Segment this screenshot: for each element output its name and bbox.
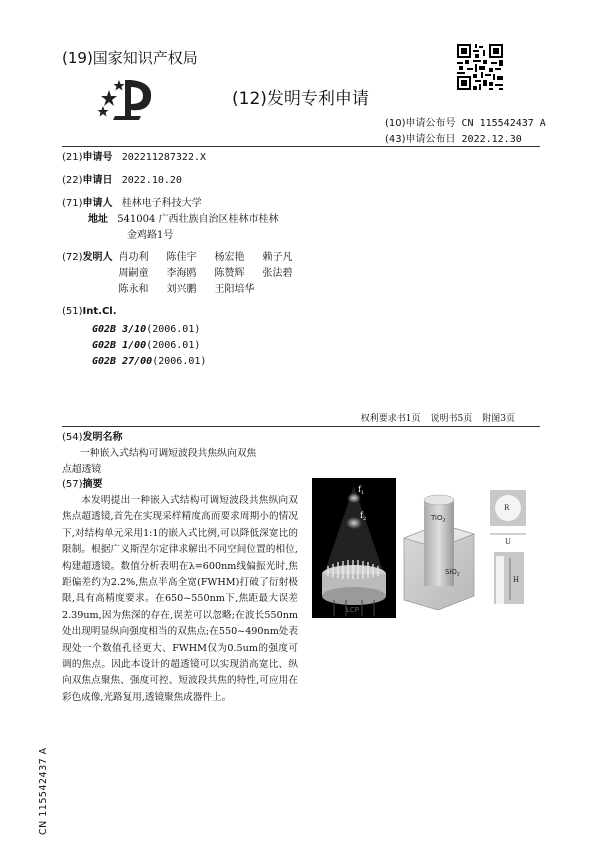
metalens-figure <box>312 478 538 618</box>
ipc-class: G02B 3/10 <box>92 324 147 335</box>
ipc-label: Int.Cl. <box>82 306 117 317</box>
period-label: U <box>505 538 511 546</box>
ipc-entry <box>92 338 362 354</box>
inventor-list <box>119 250 319 298</box>
filing-date-row <box>62 173 362 189</box>
focal-label-2: $f_2$ <box>360 511 367 522</box>
ipc-class: G02B 1/00 <box>92 340 147 351</box>
invention-title-line-1: 一种嵌入式结构可调短波段共焦纵向双焦 <box>80 448 257 459</box>
applicant-row <box>62 196 362 212</box>
ipc-version: (2006.01) <box>152 356 207 367</box>
field-code: (57) <box>62 479 83 490</box>
publication-date-row <box>385 130 522 145</box>
focal-label-1: $f_1$ <box>358 485 365 496</box>
ipc-version: (2006.01) <box>146 340 201 351</box>
side-view-pillar <box>496 556 504 604</box>
ipc-row <box>62 304 362 320</box>
description-pages: 说明书5页 <box>430 414 473 424</box>
header-divider <box>62 146 540 147</box>
inventor-label: 发明人 <box>82 252 113 263</box>
page-counts <box>351 411 515 424</box>
address-line-1: 541004 广西壮族自治区桂林市桂林 <box>117 214 279 225</box>
field-code: (71) <box>62 198 83 209</box>
inventor-name: 张法碧 <box>262 268 293 279</box>
publication-number-row <box>385 114 546 129</box>
application-number-label: 申请号 <box>82 152 113 163</box>
tio2-label: TiO$_2$ <box>431 514 446 524</box>
publication-number-label: (10)申请公布号 <box>385 118 456 129</box>
radius-label: R <box>504 504 510 512</box>
field-code: (54) <box>62 432 83 443</box>
inventor-name: 李海鸥 <box>166 268 197 279</box>
filing-date-label: 申请日 <box>82 175 113 186</box>
address-line-2: 金鸡路1号 <box>127 230 174 241</box>
inventor-name: 陈永和 <box>118 284 149 295</box>
nanopillar-top <box>424 495 454 505</box>
application-number-row <box>62 150 362 166</box>
address-row <box>62 212 362 228</box>
sio2-label: SiO$_2$ <box>445 568 460 578</box>
ipc-class: G02B 27/00 <box>92 356 153 367</box>
height-label: H <box>513 576 520 584</box>
invention-title-section <box>62 430 298 478</box>
side-publication-number: CN 115542437 A <box>38 747 49 835</box>
abstract-text: 本发明提出一种嵌入式结构可调短波段共焦纵向双焦点超透镜,首先在实现采样精度高而要求周期小的情况下,对结构单元采用1:1的嵌入式比例,可以降低深宽比的限制。根据广义斯涅尔定律求解出不同空间位置的相位,构建超透镜。数值分析表明在λ=600nm线偏振光时,焦距偏差约为2.2%,焦点半高全宽(FWHM)打破了衍射极限,具有高精度要求。在650~550nm下,焦距最大误差2.39um,因为焦深的存在,误差可以忽略;在波长550nm处出现明显纵向强度相当的双焦点;在550~490nm处表现处一个数值孔径更大、FWHM仅为0.5um的强度可调的焦点。因此本设计的超透镜可以实现消高宽比、纵向双焦点聚焦、强度可控、短波段共焦的特性,可应用在彩色成像,光路复用,透镜聚焦成器件上。 <box>62 495 298 703</box>
applicant-name: 桂林电子科技大学 <box>121 198 202 209</box>
field-code: (72) <box>62 252 83 263</box>
inventor-name: 刘兴鹏 <box>166 284 197 295</box>
qr-code-icon <box>457 44 503 90</box>
application-number: 202211287322.X <box>121 152 207 163</box>
ipc-list <box>62 322 362 370</box>
inventor-name: 陈佳宇 <box>166 252 197 263</box>
ipc-entry <box>92 354 362 370</box>
claims-pages: 权利要求书1页 <box>360 414 421 424</box>
section-divider <box>62 426 540 427</box>
bibliographic-data <box>62 150 362 370</box>
publication-date-label: (43)申请公布日 <box>385 134 456 145</box>
field-code: (21) <box>62 152 83 163</box>
ipc-version: (2006.01) <box>146 324 201 335</box>
document-type: (12)发明专利申请 <box>232 89 369 109</box>
applicant-label: 申请人 <box>82 198 113 209</box>
address-label: 地址 <box>88 214 108 225</box>
inventor-row <box>62 250 362 298</box>
focal-point-1 <box>347 493 361 503</box>
drawing-pages: 附图3页 <box>482 414 515 424</box>
inventor-name: 赖子凡 <box>262 252 293 263</box>
cnipa-logo-icon <box>95 76 157 122</box>
abstract-heading <box>62 477 103 493</box>
lens-base <box>322 587 386 605</box>
publication-date: 2022.12.30 <box>461 134 522 145</box>
abstract-label: 摘要 <box>82 479 103 490</box>
publication-number: CN 115542437 A <box>461 118 546 129</box>
filing-date: 2022.10.20 <box>121 175 182 186</box>
light-source-label: LCP <box>346 606 360 614</box>
inventor-name: 陈赞辉 <box>214 268 245 279</box>
field-code: (22) <box>62 175 83 186</box>
inventor-name: 周嗣童 <box>118 268 149 279</box>
inventor-name: 杨宏艳 <box>214 252 245 263</box>
inventor-name: 肖功利 <box>118 252 149 263</box>
ipc-entry <box>92 322 362 338</box>
field-code: (51) <box>62 306 83 317</box>
office-name: (19)国家知识产权局 <box>62 49 198 67</box>
invention-title-label: 发明名称 <box>82 432 123 443</box>
inventor-name: 王阳培华 <box>214 284 255 295</box>
invention-title-line-2: 点超透镜 <box>62 464 102 475</box>
